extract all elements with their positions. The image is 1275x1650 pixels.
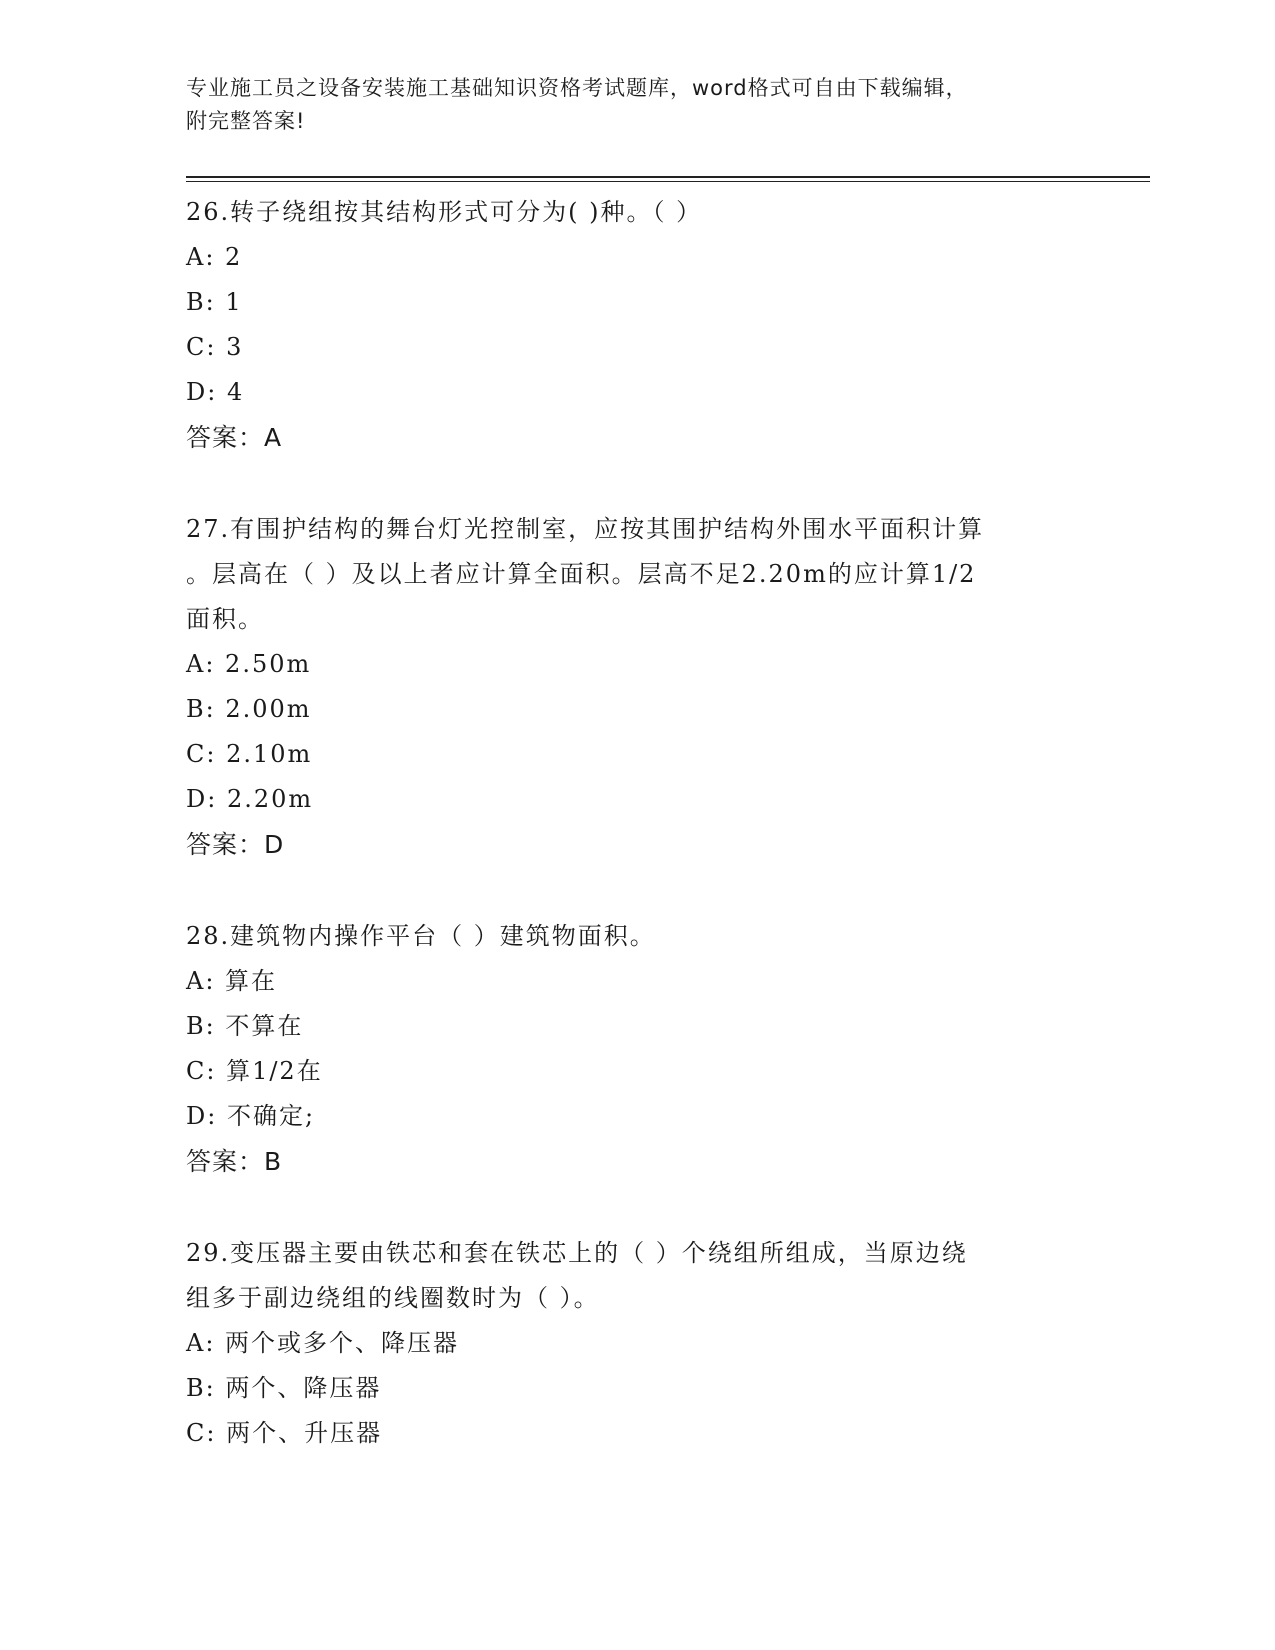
question-text	[186, 507, 1086, 642]
question-text-line: 面积。	[186, 605, 264, 633]
question-text-line: 26.转子绕组按其结构形式可分为( )种。（ ）	[186, 198, 703, 226]
question-text-line: 28.建筑物内操作平台（ ）建筑物面积。	[186, 922, 656, 950]
header-title-line-2: 附完整答案!	[186, 109, 306, 133]
header-divider-thin	[186, 181, 1150, 182]
option-a: A: 2	[186, 243, 243, 271]
option-d: D: 2.20m	[186, 785, 314, 813]
option-a: A: 2.50m	[186, 650, 312, 678]
answer-label: 答案：B	[186, 1147, 283, 1176]
option-b: B: 2.00m	[186, 695, 312, 723]
question-spacer	[186, 460, 1086, 507]
question-text-line: 。层高在（ ）及以上者应计算全面积。层高不足2.20m的应计算1/2	[186, 560, 977, 588]
header-title-line-1: 专业施工员之设备安装施工基础知识资格考试题库，word格式可自由下载编辑，	[186, 76, 968, 100]
option-c: C: 2.10m	[186, 740, 313, 768]
option-c: C: 3	[186, 333, 244, 361]
question-29	[186, 1231, 1086, 1456]
question-text	[186, 914, 1086, 959]
question-text-line: 29.变压器主要由铁芯和套在铁芯上的（ ）个绕组所组成，当原边绕	[186, 1239, 968, 1267]
option-d: D: 4	[186, 378, 245, 406]
answer-label: 答案：D	[186, 830, 285, 859]
question-spacer	[186, 1184, 1086, 1231]
option-b: B: 1	[186, 288, 243, 316]
option-a: A: 算在	[186, 967, 278, 995]
question-28	[186, 914, 1086, 1184]
option-c: C: 两个、升压器	[186, 1419, 383, 1447]
question-list	[186, 190, 1086, 1456]
answer-label: 答案：A	[186, 423, 283, 452]
question-text-line: 组多于副边绕组的线圈数时为（ ）。	[186, 1284, 600, 1312]
option-b: B: 两个、降压器	[186, 1374, 382, 1402]
question-text	[186, 1231, 1086, 1321]
option-a: A: 两个或多个、降压器	[186, 1329, 460, 1357]
header-divider-thick	[186, 176, 1150, 178]
document-header	[186, 72, 1086, 138]
question-spacer	[186, 867, 1086, 914]
question-text	[186, 190, 1086, 235]
question-text-line: 27.有围护结构的舞台灯光控制室，应按其围护结构外围水平面积计算	[186, 515, 985, 543]
option-c: C: 算1/2在	[186, 1057, 323, 1085]
option-b: B: 不算在	[186, 1012, 304, 1040]
question-26	[186, 190, 1086, 460]
question-27	[186, 507, 1086, 867]
option-d: D: 不确定;	[186, 1102, 316, 1130]
